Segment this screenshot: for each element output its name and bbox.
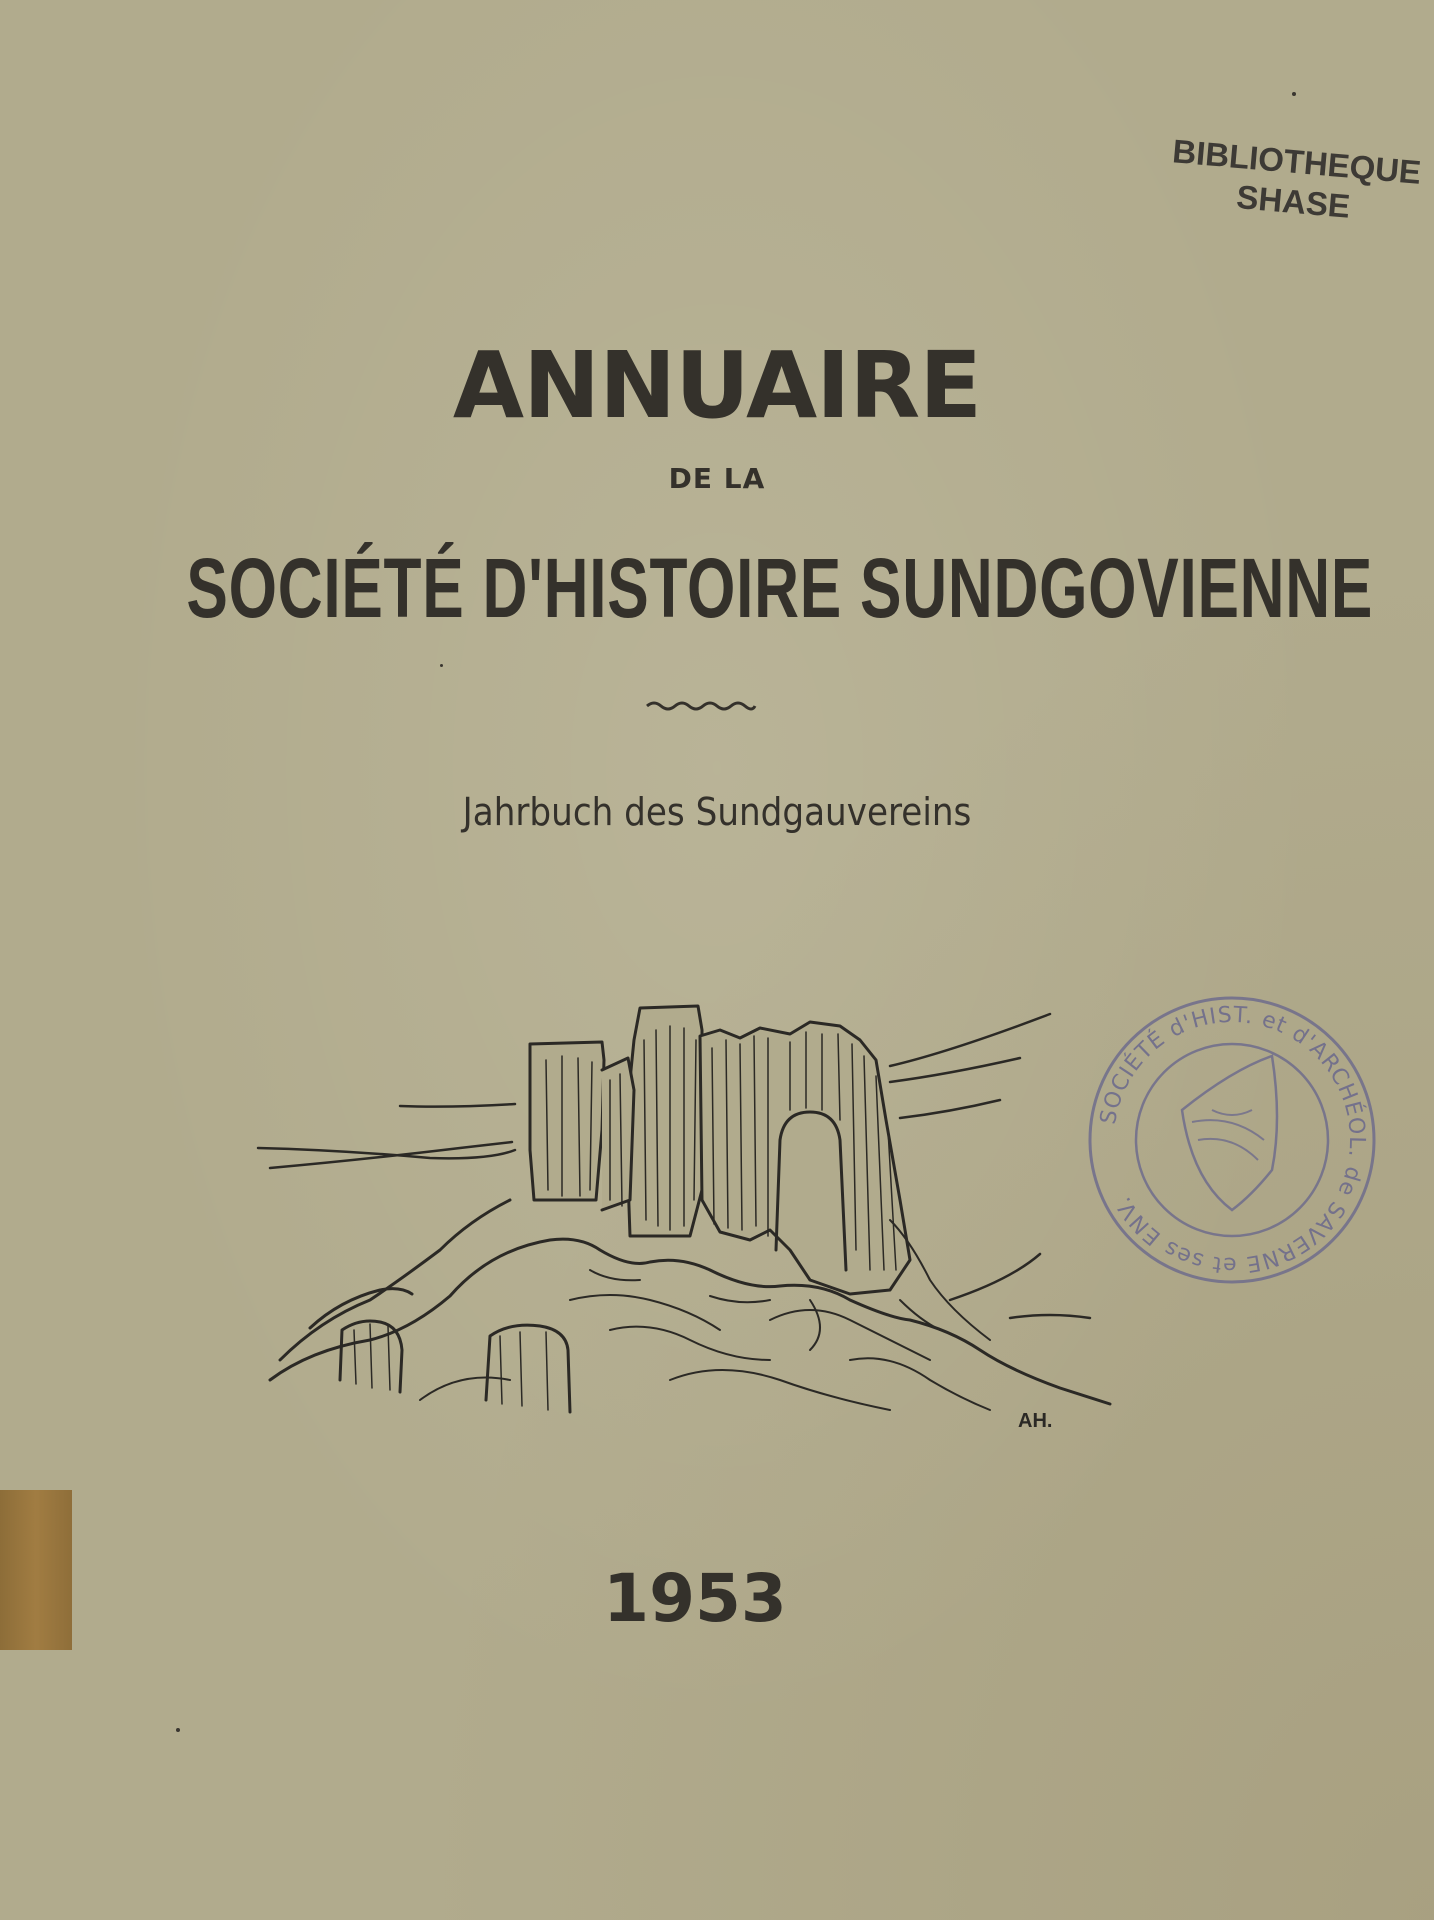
cover-connector: DE LA (668, 462, 766, 495)
cover-year: 1953 (603, 1560, 787, 1637)
library-stamp-line2: SHASE (1235, 178, 1352, 225)
library-stamp-line1: BIBLIOTHEQUE (1170, 132, 1423, 191)
dust-speck (176, 1728, 180, 1732)
wave-ornament (645, 696, 757, 712)
society-seal-stamp (1082, 990, 1382, 1290)
library-stamp (1147, 130, 1434, 235)
cover-society-name: SOCIÉTÉ D'HISTOIRE SUNDGOVIENNE (186, 541, 1374, 635)
shield-icon (1182, 1056, 1277, 1210)
illustration-signature: AH. (1018, 1410, 1053, 1432)
cover-title: ANNUAIRE (452, 332, 982, 439)
seal-text: SOCIÉTÉ d'HIST. et d'ARCHÉOL. de SAVERNE et ses ENV. (1096, 1002, 1370, 1278)
dust-speck (1292, 92, 1296, 96)
binding-tape (0, 1490, 72, 1650)
castle-ruin-drawing (250, 1000, 1140, 1440)
cover-subtitle: Jahrbuch des Sundgauvereins (462, 790, 972, 834)
dust-speck (440, 664, 443, 667)
